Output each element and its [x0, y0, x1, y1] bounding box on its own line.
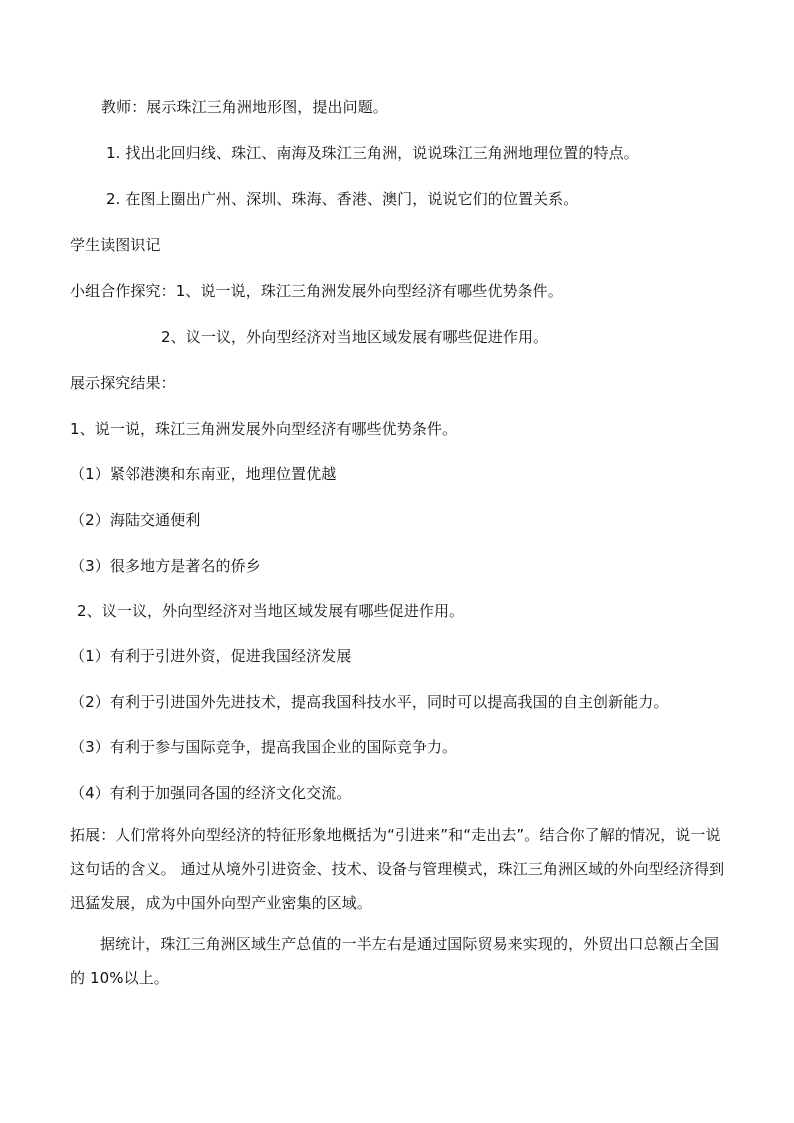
benefit-item-4: （4）有利于加强同各国的经济文化交流。	[70, 784, 352, 802]
question-1: 1. 找出北回归线、珠江、南海及珠江三角洲，说说珠江三角洲地理位置的特点。	[106, 144, 639, 162]
extension-paragraph: 拓展：人们常将外向型经济的特征形象地概括为“引进来”和“走出去”。结合你了解的情况，说一说这句话的含义。 通过从境外引进资金、技术、设备与管理模式，珠江三角洲区域的外向型经济得到迅猛发展，成为中国外向型产业密集的区域。	[70, 826, 725, 912]
advantage-item-3: （3）很多地方是著名的侨乡	[70, 557, 261, 575]
student-reading-line: 学生读图识记	[70, 236, 161, 254]
group-inquiry-subquestion: 2、议一议，外向型经济对当地区域发展有哪些促进作用。	[161, 328, 549, 346]
benefit-item-2: （2）有利于引进国外先进技术，提高我国科技水平，同时可以提高我国的自主创新能力。	[70, 693, 669, 711]
result-question-2: 2、议一议，外向型经济对当地区域发展有哪些促进作用。	[77, 602, 465, 620]
benefit-item-1: （1）有利于引进外资，促进我国经济发展	[70, 647, 352, 665]
statistics-paragraph: 据统计，珠江三角洲区域生产总值的一半左右是通过国际贸易来实现的，外贸出口总额占全国的 10%以上。	[70, 935, 720, 987]
advantage-item-1: （1）紧邻港澳和东南亚，地理位置优越	[70, 465, 337, 483]
teacher-line: 教师：展示珠江三角洲地形图，提出问题。	[101, 98, 388, 116]
results-heading: 展示探究结果：	[70, 374, 176, 392]
group-inquiry-line: 小组合作探究：1、说一说，珠江三角洲发展外向型经济有哪些优势条件。	[70, 282, 563, 300]
benefit-item-3: （3）有利于参与国际竞争，提高我国企业的国际竞争力。	[70, 738, 458, 756]
question-2: 2. 在图上圈出广州、深圳、珠海、香港、澳门，说说它们的位置关系。	[106, 190, 579, 208]
advantage-item-2: （2）海陆交通便利	[70, 511, 201, 529]
result-question-1: 1、说一说，珠江三角洲发展外向型经济有哪些优势条件。	[70, 420, 458, 438]
